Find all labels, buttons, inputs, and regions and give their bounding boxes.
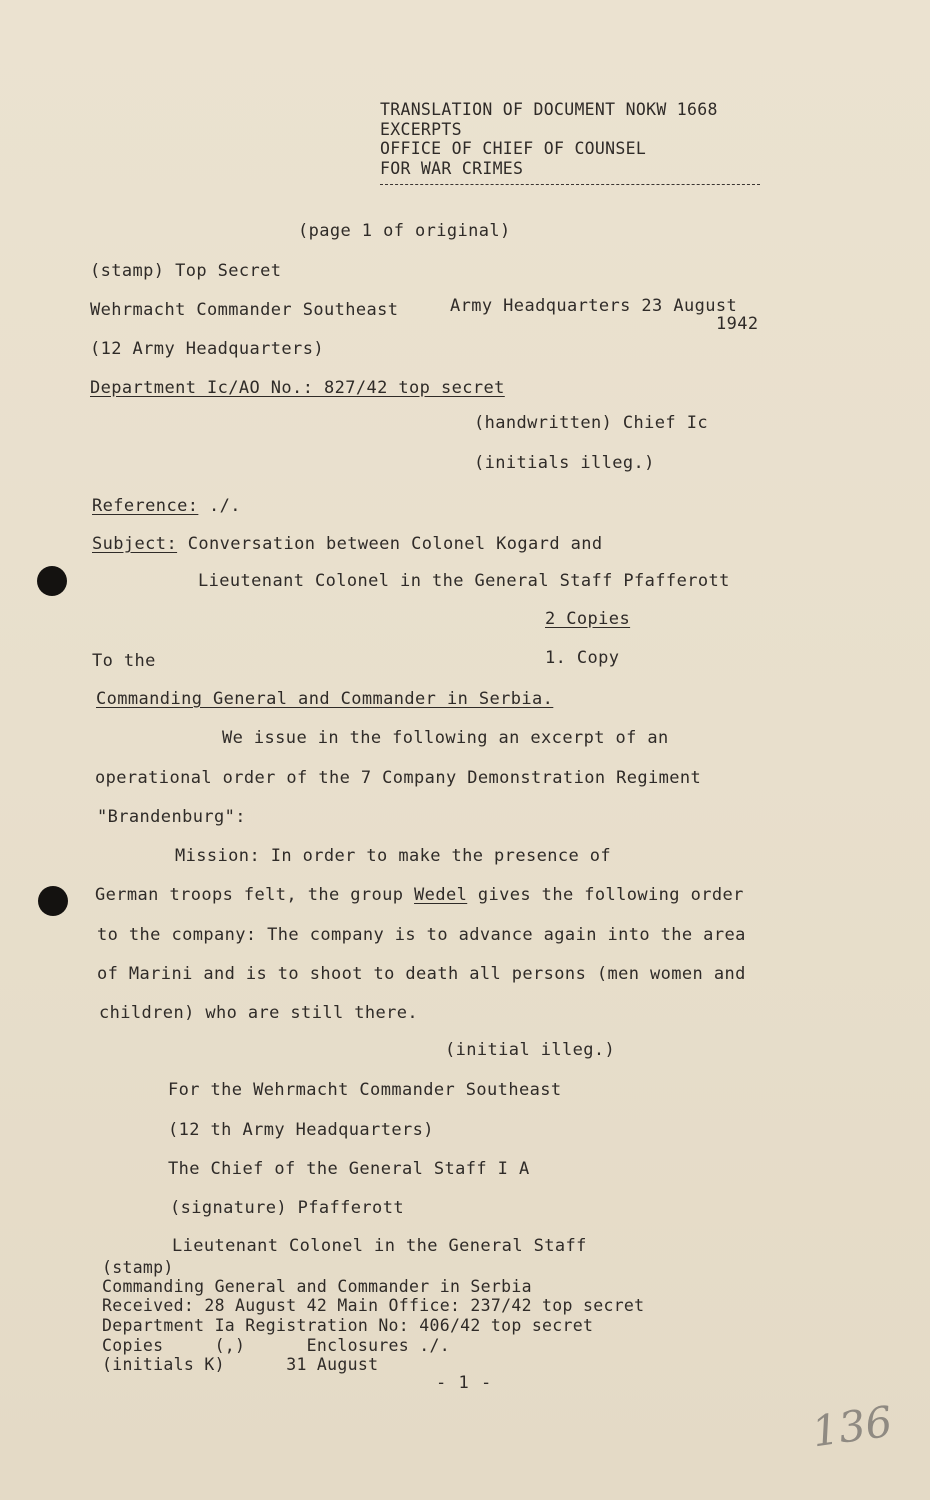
copy-number: 1. Copy bbox=[545, 648, 620, 668]
group-wedel: Wedel bbox=[414, 885, 468, 905]
commander-line: Wehrmacht Commander Southeast bbox=[90, 300, 399, 320]
punch-hole-bottom bbox=[38, 886, 68, 916]
archive-number: 136 bbox=[808, 1396, 896, 1457]
subject-text-2: Lieutenant Colonel in the General Staff Pfafferott bbox=[198, 571, 730, 591]
closing-line-2: (12 th Army Headquarters) bbox=[168, 1120, 434, 1140]
receipt-stamp-line-5: Copies (,) Enclosures ./. bbox=[102, 1336, 450, 1355]
body-line-1: We issue in the following an excerpt of an bbox=[222, 728, 669, 748]
punch-hole-top bbox=[37, 566, 67, 596]
header-divider bbox=[380, 184, 760, 185]
body-line-7: of Marini and is to shoot to death all persons (men women and bbox=[97, 964, 746, 984]
subject-label: Subject: bbox=[92, 534, 178, 554]
initial-illegible: (initial illeg.) bbox=[445, 1040, 616, 1060]
page-reference: (page 1 of original) bbox=[298, 221, 511, 241]
stamp-top-secret: (stamp) Top Secret bbox=[90, 261, 282, 281]
body-line-8: children) who are still there. bbox=[99, 1003, 419, 1023]
initials-illegible: (initials illeg.) bbox=[474, 453, 655, 473]
closing-line-1: For the Wehrmacht Commander Southeast bbox=[168, 1080, 562, 1100]
hq-date: Army Headquarters 23 August bbox=[450, 296, 738, 316]
reference-label: Reference: bbox=[92, 496, 199, 516]
body-line-6: to the company: The company is to advance again into the area bbox=[97, 925, 746, 945]
header-office: OFFICE OF CHIEF OF COUNSEL bbox=[380, 139, 647, 158]
receipt-stamp-line-2: Commanding General and Commander in Serbia bbox=[102, 1277, 532, 1296]
body-line-5c: gives the following order bbox=[467, 885, 744, 905]
header-office-2: FOR WAR CRIMES bbox=[380, 159, 524, 178]
header-title: TRANSLATION OF DOCUMENT NOKW 1668 bbox=[380, 100, 718, 119]
signature-line: (signature) Pfafferott bbox=[170, 1198, 404, 1218]
receipt-stamp-line-4: Department Ia Registration No: 406/42 top secret bbox=[102, 1316, 594, 1335]
header-excerpts: EXCERPTS bbox=[380, 120, 462, 139]
receipt-stamp-line-1: (stamp) bbox=[102, 1258, 174, 1277]
handwritten-note: (handwritten) Chief Ic bbox=[474, 413, 708, 433]
subject-line bbox=[92, 534, 603, 554]
army-hq: (12 Army Headquarters) bbox=[90, 339, 324, 359]
body-line-5 bbox=[95, 885, 744, 905]
copies-count: 2 Copies bbox=[545, 609, 631, 629]
receipt-stamp-line-6: (initials K) 31 August bbox=[102, 1355, 379, 1374]
department-line: Department Ic/AO No.: 827/42 top secret bbox=[90, 378, 505, 398]
subject-text-1: Conversation between Colonel Kogard and bbox=[187, 534, 603, 554]
reference-line bbox=[92, 496, 241, 516]
receipt-stamp-line-3: Received: 28 August 42 Main Office: 237/42 top secret bbox=[102, 1296, 645, 1315]
body-line-5a: German troops felt, the group bbox=[95, 885, 415, 905]
closing-line-3: The Chief of the General Staff I A bbox=[168, 1159, 530, 1179]
date-year: 1942 bbox=[716, 314, 759, 334]
page-number: - 1 - bbox=[436, 1373, 493, 1393]
body-line-2: operational order of the 7 Company Demonstration Regiment bbox=[95, 768, 702, 788]
body-line-4: Mission: In order to make the presence of bbox=[175, 846, 612, 866]
closing-line-5: Lieutenant Colonel in the General Staff bbox=[172, 1236, 587, 1256]
reference-value: ./. bbox=[209, 496, 241, 516]
to-the: To the bbox=[92, 651, 156, 671]
addressee: Commanding General and Commander in Serbia. bbox=[96, 689, 554, 709]
body-line-3: "Brandenburg": bbox=[97, 807, 246, 827]
